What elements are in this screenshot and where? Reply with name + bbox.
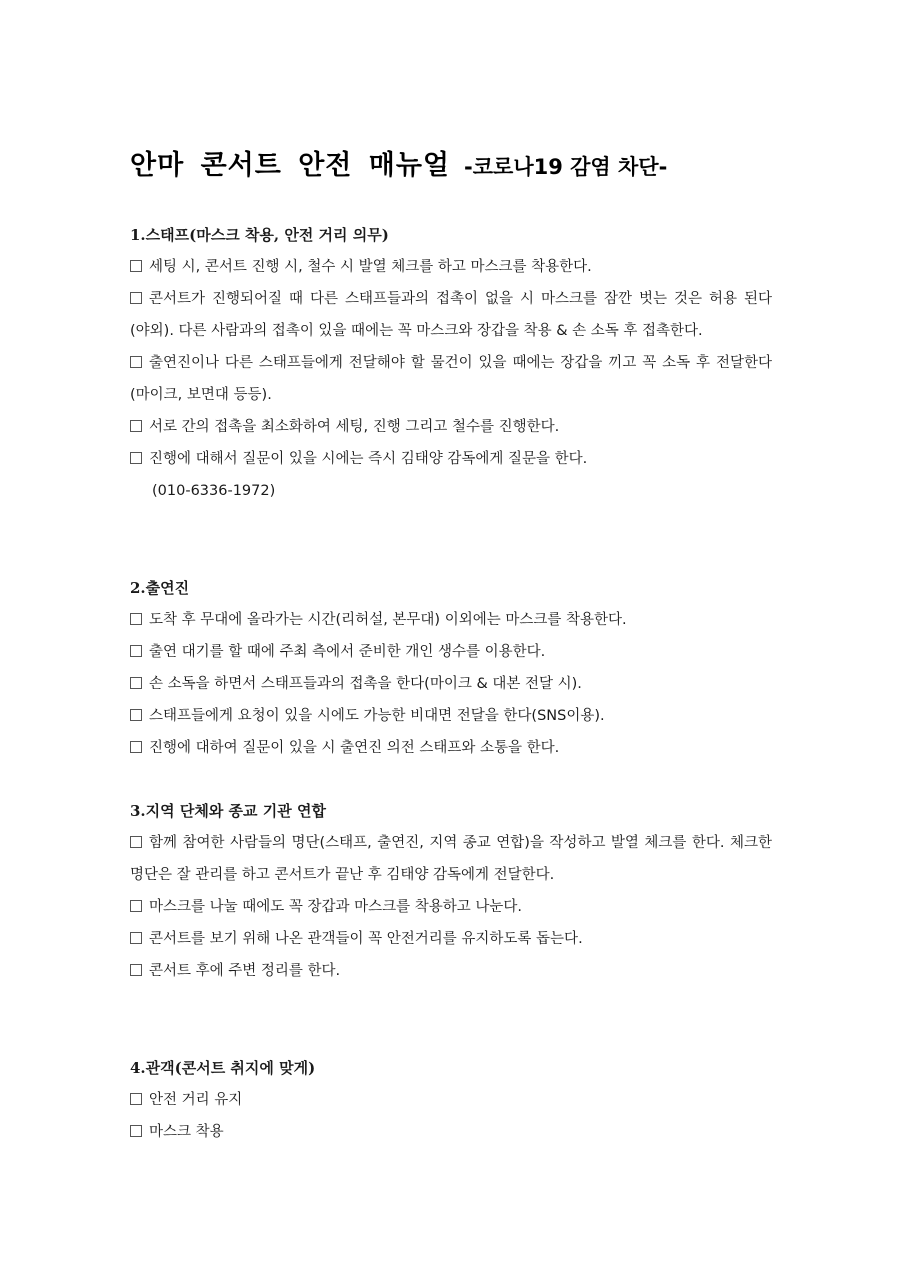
- item-text: 출연진이나 다른 스태프들에게 전달해야 할 물건이 있을 때에는 장갑을 끼고 꼭 소독 후 전달한다(마이크, 보면대 등등).: [130, 355, 772, 403]
- checkbox-icon[interactable]: [130, 613, 142, 625]
- item-text: 출연 대기를 할 때에 주최 측에서 준비한 개인 생수를 이용한다.: [149, 644, 546, 660]
- item-text: 안전 거리 유지: [149, 1092, 243, 1108]
- item-text: 마스크를 나눌 때에도 꼭 장갑과 마스크를 착용하고 나눈다.: [149, 899, 523, 915]
- contact-phone: (010-6336-1972): [152, 483, 276, 499]
- checklist-item: [130, 283, 772, 347]
- checkbox-icon[interactable]: [130, 1093, 142, 1105]
- section-heading: 1.스태프(마스크 착용, 안전 거리 의무): [130, 226, 389, 244]
- item-text: 콘서트가 진행되어질 때 다른 스태프들과의 접촉이 없을 시 마스크를 잠깐 벗는 것은 허용 된다(야외). 다른 사람과의 접촉이 있을 때에는 꼭 마스크와 장갑을 착용 & 손 소독 후 접촉한다.: [130, 291, 772, 339]
- title-subtitle: -코로나19 감염 차단-: [464, 155, 668, 179]
- item-text: 서로 간의 접촉을 최소화하여 세팅, 진행 그리고 철수를 진행한다.: [149, 419, 560, 435]
- item-text: 세팅 시, 콘서트 진행 시, 철수 시 발열 체크를 하고 마스크를 착용한다.: [149, 259, 592, 275]
- checkbox-icon[interactable]: [130, 260, 142, 272]
- checkbox-icon[interactable]: [130, 836, 142, 848]
- section-heading: 3.지역 단체와 종교 기관 연합: [130, 802, 326, 820]
- item-text: 손 소독을 하면서 스태프들과의 접촉을 한다(마이크 & 대본 전달 시).: [149, 676, 582, 692]
- checkbox-icon[interactable]: [130, 677, 142, 689]
- item-text: 도착 후 무대에 올라가는 시간(리허설, 본무대) 이외에는 마스크를 착용한다.: [149, 612, 627, 628]
- checkbox-icon[interactable]: [130, 645, 142, 657]
- checkbox-icon[interactable]: [130, 356, 142, 368]
- checklist-item: [130, 347, 772, 411]
- section-heading: 2.출연진: [130, 579, 190, 597]
- checklist-item: [130, 732, 772, 764]
- checkbox-icon[interactable]: [130, 420, 142, 432]
- item-text: 콘서트를 보기 위해 나온 관객들이 꼭 안전거리를 유지하도록 돕는다.: [149, 931, 583, 947]
- checklist-item: [130, 827, 772, 891]
- checklist-item: [130, 700, 772, 732]
- checklist-item: [130, 411, 772, 443]
- section-local-groups: [130, 795, 772, 987]
- checklist-item: [130, 604, 772, 636]
- checklist-item: [130, 636, 772, 668]
- checklist-item: [130, 443, 772, 475]
- checkbox-icon[interactable]: [130, 709, 142, 721]
- section-audience: [130, 1052, 772, 1148]
- checkbox-icon[interactable]: [130, 900, 142, 912]
- item-text: 함께 참여한 사람들의 명단(스태프, 출연진, 지역 종교 연합)을 작성하고 발열 체크를 한다. 체크한 명단은 잘 관리를 하고 콘서트가 끝난 후 김태양 감독에게 전달한다.: [130, 835, 772, 883]
- document-title: [130, 143, 667, 182]
- checkbox-icon[interactable]: [130, 292, 142, 304]
- title-main: 안마 콘서트 안전 매뉴얼: [130, 150, 451, 181]
- checkbox-icon[interactable]: [130, 1125, 142, 1137]
- checklist-item: [130, 923, 772, 955]
- checklist-item: [130, 891, 772, 923]
- checklist-item: [130, 251, 772, 283]
- checkbox-icon[interactable]: [130, 741, 142, 753]
- item-text: 진행에 대해서 질문이 있을 시에는 즉시 김태양 감독에게 질문을 한다.: [149, 451, 588, 467]
- checklist-item: [130, 668, 772, 700]
- checklist-item: [130, 1116, 772, 1148]
- checkbox-icon[interactable]: [130, 932, 142, 944]
- section-heading: 4.관객(콘서트 취지에 맞게): [130, 1059, 316, 1077]
- section-staff: [130, 219, 772, 507]
- checkbox-icon[interactable]: [130, 964, 142, 976]
- item-text: 스태프들에게 요청이 있을 시에도 가능한 비대면 전달을 한다(SNS이용).: [149, 708, 605, 724]
- checklist-item: [130, 955, 772, 987]
- checklist-item: [130, 1084, 772, 1116]
- section-performers: [130, 572, 772, 764]
- checkbox-icon[interactable]: [130, 452, 142, 464]
- item-text: 콘서트 후에 주변 정리를 한다.: [149, 963, 341, 979]
- item-text: 진행에 대하여 질문이 있을 시 출연진 의전 스태프와 소통을 한다.: [149, 740, 560, 756]
- item-text: 마스크 착용: [149, 1124, 224, 1140]
